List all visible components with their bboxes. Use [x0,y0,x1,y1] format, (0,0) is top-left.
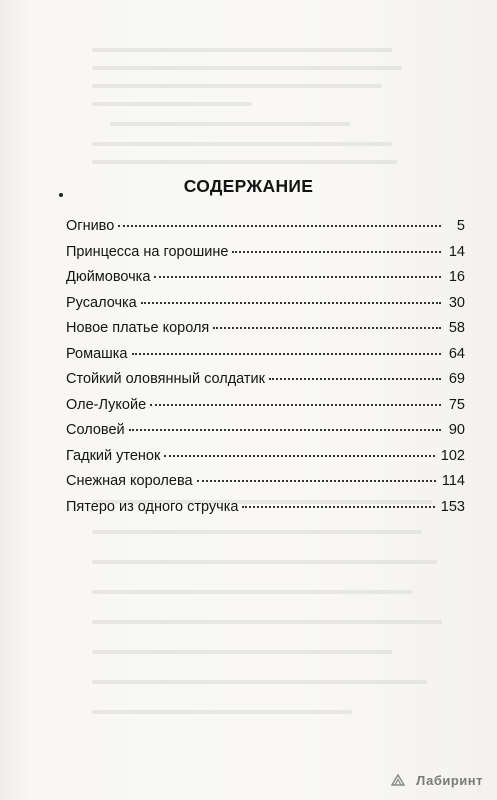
toc-entry-page: 58 [448,320,465,336]
toc-entry[interactable] [66,320,465,346]
toc-leader-dots [118,225,441,227]
toc-entry-page: 90 [448,422,465,438]
page-title: СОДЕРЖАНИЕ [183,176,314,196]
toc-entry-title: Пятеро из одного стручка [66,498,239,515]
toc-entry-title: Снежная королева [66,473,193,489]
toc-entry-page: 64 [448,345,465,362]
toc-entry-page: 5 [456,218,465,234]
show-through-text [92,142,392,146]
toc-entry[interactable] [66,448,465,474]
toc-entry[interactable] [66,218,465,244]
toc-entry[interactable] [66,346,465,372]
show-through-text [92,710,352,714]
table-of-contents [66,218,465,524]
toc-leader-dots [164,455,434,457]
show-through-text [92,66,402,70]
show-through-text [92,84,382,88]
watermark-text: Лабиринт [416,773,483,788]
toc-entry-title: Русалочка [66,294,137,311]
toc-entry-page: 153 [440,498,465,515]
toc-entry-title: Огниво [66,218,115,234]
show-through-text [92,590,412,594]
show-through-text [92,530,422,534]
show-through-text [92,48,392,52]
toc-entry[interactable] [66,422,465,448]
toc-entry[interactable] [66,269,465,295]
toc-leader-dots [242,506,434,508]
toc-entry-page: 69 [448,371,465,387]
toc-entry-page: 16 [448,269,465,285]
toc-entry-title: Соловей [66,422,125,438]
show-through-text [110,122,350,126]
toc-entry[interactable] [66,473,465,499]
toc-entry-title: Принцесса на горошине [66,243,229,260]
show-through-text [92,620,442,624]
toc-entry-page: 114 [441,473,465,489]
toc-entry-page: 75 [448,396,465,413]
toc-entry-title: Новое платье короля [66,320,210,336]
show-through-text [92,680,427,684]
show-through-text [92,160,397,164]
toc-entry[interactable] [66,295,465,321]
toc-leader-dots [269,378,441,380]
toc-entry[interactable] [66,371,465,397]
toc-entry[interactable] [66,397,465,423]
toc-entry-title: Дюймовочка [66,269,151,285]
toc-entry-page: 14 [448,243,465,260]
labyrinth-logo-icon [391,774,405,786]
toc-leader-dots [213,327,441,329]
toc-leader-dots [141,302,441,304]
toc-leader-dots [150,404,441,406]
toc-entry-title: Ромашка [66,345,128,362]
toc-entry-page: 30 [448,294,465,311]
toc-entry-title: Гадкий утенок [66,447,161,464]
toc-entry-title: Стойкий оловянный солдатик [66,371,265,387]
toc-leader-dots [154,276,441,278]
toc-leader-dots [232,251,441,253]
toc-entry[interactable] [66,244,465,270]
show-through-text [92,560,437,564]
toc-leader-dots [197,480,436,482]
toc-leader-dots [132,353,442,355]
toc-entry-title: Оле-Лукойе [66,396,147,413]
toc-entry-page: 102 [440,447,465,464]
toc-entry[interactable] [66,499,465,525]
show-through-text [92,650,392,654]
toc-leader-dots [129,429,441,431]
show-through-text [92,102,252,106]
